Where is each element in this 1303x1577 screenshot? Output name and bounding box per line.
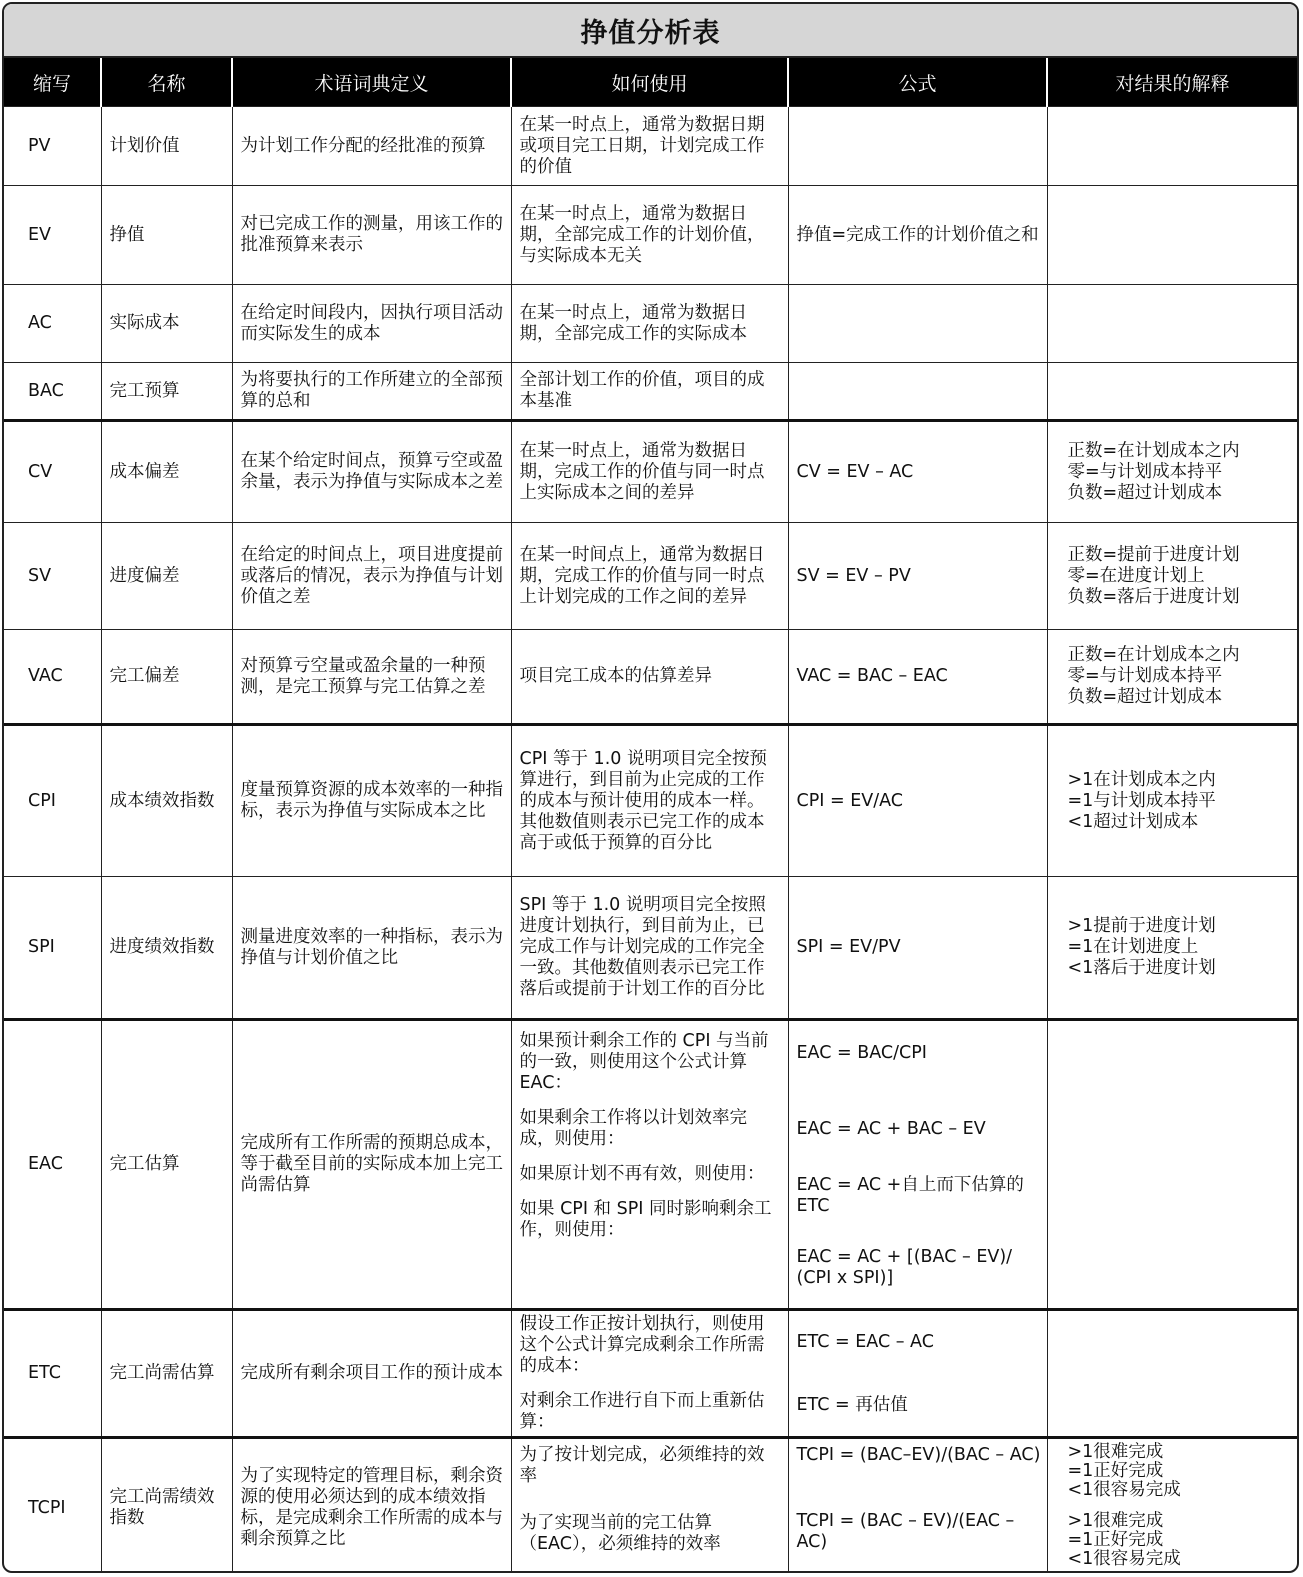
formula-cell: CV = EV – AC: [788, 421, 1047, 523]
usage-cell: 在某一时点上，通常为数据日期，全部完成工作的实际成本: [511, 285, 788, 363]
interpretation-cell: [1047, 186, 1297, 285]
name-cell: 完工估算: [101, 1020, 232, 1310]
abbr-cell: SV: [4, 523, 101, 630]
name-cell: 完工预算: [101, 363, 232, 421]
formula-item: ETC = EAC – AC: [796, 1331, 934, 1352]
table-row: [4, 725, 1297, 877]
abbr-cell: SPI: [4, 877, 101, 1020]
abbr-cell: EV: [4, 186, 101, 285]
usage-item: 为了实现当前的完工估算（EAC），必须维持的效率: [519, 1513, 721, 1554]
interpretation-line: 负数=超过计划成本: [1067, 482, 1223, 503]
formula-cell: [788, 107, 1047, 186]
usage-item: 如果原计划不再有效，则使用：: [519, 1164, 765, 1184]
abbr-cell: EAC: [4, 1020, 101, 1310]
interpretation-line: =1正好完成: [1067, 1530, 1164, 1550]
name-cell: 计划价值: [101, 107, 232, 186]
usage-cell: [511, 1020, 788, 1310]
formula-item: EAC = AC + [(BAC – EV)/ (CPI x SPI)]: [796, 1247, 1013, 1288]
usage-cell: CPI 等于 1.0 说明项目完全按预算进行，到目前为止完成的工作的成本与预计使用的成本一样。其他数值则表示已完工作的成本高于或低于预算的百分比: [511, 725, 788, 877]
usage-cell: 在某一时点上，通常为数据日期或项目完工日期，计划完成工作的价值: [511, 107, 788, 186]
table-row: [4, 523, 1297, 630]
usage-cell: [511, 1438, 788, 1574]
formula-cell: [788, 363, 1047, 421]
abbr-cell: CV: [4, 421, 101, 523]
definition-cell: 测量进度效率的一种指标，表示为挣值与计划价值之比: [232, 877, 511, 1020]
formula-cell: CPI = EV/AC: [788, 725, 1047, 877]
usage-item: 如果 CPI 和 SPI 同时影响剩余工作，则使用：: [519, 1199, 772, 1240]
interpretation-cell: [1047, 1020, 1297, 1310]
interpretation-line: 负数=超过计划成本: [1067, 687, 1223, 707]
definition-cell: 在给定的时间点上，项目进度提前或落后的情况，表示为挣值与计划价值之差: [232, 523, 511, 630]
usage-cell: SPI 等于 1.0 说明项目完全按照进度计划执行，到目前为止，已完成工作与计划完成的工作完全一致。其他数值则表示已完工作落后或提前于计划工作的百分比: [511, 877, 788, 1020]
interpretation-line: 正数=在计划成本之内: [1067, 645, 1240, 665]
formula-cell: SPI = EV/PV: [788, 877, 1047, 1020]
header-interpretation: 对结果的解释: [1047, 58, 1297, 107]
abbr-cell: PV: [4, 107, 101, 186]
interpretation-line: 零=在进度计划上: [1067, 565, 1205, 586]
formula-cell: 挣值=完成工作的计划价值之和: [788, 186, 1047, 285]
interpretation-line: 负数=落后于进度计划: [1067, 586, 1240, 607]
definition-cell: 对已完成工作的测量，用该工作的批准预算来表示: [232, 186, 511, 285]
table-row: [4, 1438, 1297, 1574]
interpretation-cell: [1047, 877, 1297, 1020]
header-abbr: 缩写: [4, 58, 101, 107]
formula-item: EAC = AC + BAC – EV: [796, 1119, 986, 1139]
table-row: [4, 285, 1297, 363]
definition-cell: 度量预算资源的成本效率的一种指标，表示为挣值与实际成本之比: [232, 725, 511, 877]
interpretation-cell: [1047, 363, 1297, 421]
abbr-cell: VAC: [4, 630, 101, 725]
interpretation-line: 正数=在计划成本之内: [1067, 440, 1240, 461]
table-row: [4, 1310, 1297, 1438]
header-usage: 如何使用: [511, 58, 788, 107]
usage-item: 假设工作正按计划执行，则使用这个公式计算完成剩余工作所需的成本：: [519, 1314, 765, 1376]
name-cell: 挣值: [101, 186, 232, 285]
usage-item: 为了按计划完成，必须维持的效率: [519, 1445, 765, 1486]
definition-cell: 为将要执行的工作所建立的全部预算的总和: [232, 363, 511, 421]
formula-cell: [788, 1310, 1047, 1438]
interpretation-line: =1与计划成本持平: [1067, 790, 1216, 811]
interpretation-line: <1超过计划成本: [1067, 811, 1199, 832]
usage-item: 如果剩余工作将以计划效率完成，则使用：: [519, 1108, 747, 1149]
formula-cell: [788, 285, 1047, 363]
interpretation-cell: [1047, 421, 1297, 523]
interpretation-line: =1正好完成: [1067, 1461, 1164, 1481]
header-name: 名称: [101, 58, 232, 107]
name-cell: 完工尚需估算: [101, 1310, 232, 1438]
interpretation-line: <1落后于进度计划: [1067, 958, 1216, 978]
interpretation-line: <1很容易完成: [1067, 1480, 1181, 1500]
interpretation-line: >1提前于进度计划: [1067, 916, 1216, 936]
header-row: [4, 58, 1297, 107]
name-cell: 完工偏差: [101, 630, 232, 725]
interpretation-line: 零=与计划成本持平: [1067, 666, 1223, 686]
formula-cell: [788, 1438, 1047, 1574]
definition-cell: 为了实现特定的管理目标，剩余资源的使用必须达到的成本绩效指标，是完成剩余工作所需的成本与剩余预算之比: [232, 1438, 511, 1574]
abbr-cell: ETC: [4, 1310, 101, 1438]
interpretation-cell: [1047, 1310, 1297, 1438]
formula-cell: VAC = BAC – EAC: [788, 630, 1047, 725]
abbr-cell: BAC: [4, 363, 101, 421]
definition-cell: 完成所有剩余项目工作的预计成本: [232, 1310, 511, 1438]
interpretation-cell: [1047, 1438, 1297, 1574]
interpretation-cell: [1047, 523, 1297, 630]
table-row: [4, 421, 1297, 523]
usage-cell: 全部计划工作的价值，项目的成本基准: [511, 363, 788, 421]
usage-item: 如果预计剩余工作的 CPI 与当前的一致，则使用这个公式计算 EAC：: [519, 1031, 769, 1093]
table-title: 挣值分析表: [4, 4, 1297, 58]
usage-cell: 项目完工成本的估算差异: [511, 630, 788, 725]
table-row: [4, 186, 1297, 285]
formula-item: EAC = AC +自上而下估算的 ETC: [796, 1175, 1024, 1216]
usage-cell: 在某一时间点上，通常为数据日期，完成工作的价值与同一时点上计划完成的工作之间的差异: [511, 523, 788, 630]
table-row: [4, 363, 1297, 421]
formula-item: TCPI = (BAC–EV)/(BAC – AC): [796, 1445, 1041, 1465]
name-cell: 进度绩效指数: [101, 877, 232, 1020]
abbr-cell: CPI: [4, 725, 101, 877]
name-cell: 进度偏差: [101, 523, 232, 630]
definition-cell: 在给定时间段内，因执行项目活动而实际发生的成本: [232, 285, 511, 363]
table-frame: [2, 2, 1299, 1573]
name-cell: 完工尚需绩效指数: [101, 1438, 232, 1574]
definition-cell: 完成所有工作所需的预期总成本，等于截至目前的实际成本加上完工尚需估算: [232, 1020, 511, 1310]
interpretation-cell: [1047, 107, 1297, 186]
header-definition: 术语词典定义: [232, 58, 511, 107]
formula-item: EAC = BAC/CPI: [796, 1043, 927, 1063]
header-formula: 公式: [788, 58, 1047, 107]
formula-cell: SV = EV – PV: [788, 523, 1047, 630]
interpretation-line: 零=与计划成本持平: [1067, 461, 1223, 482]
interpretation-line: >1很难完成: [1067, 1442, 1164, 1462]
usage-cell: 在某一时点上，通常为数据日期，完成工作的价值与同一时点上实际成本之间的差异: [511, 421, 788, 523]
table-row: [4, 877, 1297, 1020]
interpretation-line: >1很难完成: [1067, 1511, 1164, 1531]
table-row: [4, 1020, 1297, 1310]
table-row: [4, 107, 1297, 186]
abbr-cell: AC: [4, 285, 101, 363]
usage-item: 对剩余工作进行自下而上重新估算：: [519, 1391, 765, 1432]
interpretation-line: <1很容易完成: [1067, 1549, 1181, 1569]
earned-value-table: [4, 58, 1297, 1573]
formula-cell: [788, 1020, 1047, 1310]
interpretation-cell: [1047, 285, 1297, 363]
definition-cell: 对预算亏空量或盈余量的一种预测，是完工预算与完工估算之差: [232, 630, 511, 725]
abbr-cell: TCPI: [4, 1438, 101, 1574]
name-cell: 成本绩效指数: [101, 725, 232, 877]
interpretation-line: >1在计划成本之内: [1067, 769, 1216, 790]
interpretation-cell: [1047, 725, 1297, 877]
name-cell: 实际成本: [101, 285, 232, 363]
interpretation-cell: [1047, 630, 1297, 725]
name-cell: 成本偏差: [101, 421, 232, 523]
usage-cell: [511, 1310, 788, 1438]
definition-cell: 在某个给定时间点，预算亏空或盈余量，表示为挣值与实际成本之差: [232, 421, 511, 523]
interpretation-line: =1在计划进度上: [1067, 937, 1199, 957]
usage-cell: 在某一时点上，通常为数据日期，全部完成工作的计划价值，与实际成本无关: [511, 186, 788, 285]
definition-cell: 为计划工作分配的经批准的预算: [232, 107, 511, 186]
table-row: [4, 630, 1297, 725]
formula-item: TCPI = (BAC – EV)/(EAC – AC): [796, 1511, 1015, 1552]
interpretation-line: 正数=提前于进度计划: [1067, 544, 1240, 565]
formula-item: ETC = 再估值: [796, 1394, 908, 1415]
